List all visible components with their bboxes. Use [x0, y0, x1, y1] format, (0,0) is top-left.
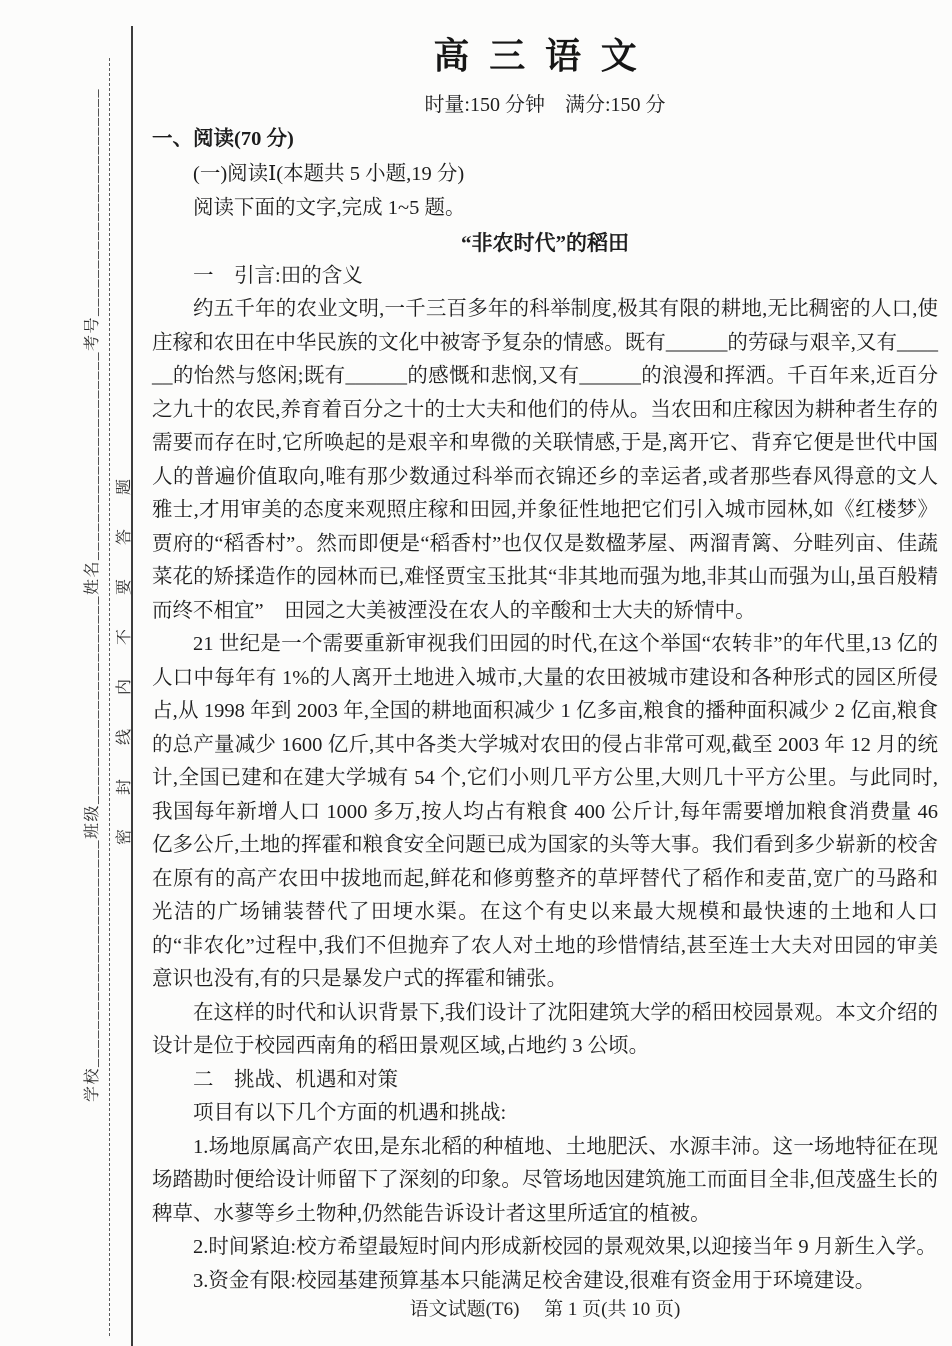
part-heading: (一)阅读Ⅰ(本题共 5 小题,19 分)	[193, 162, 465, 185]
paper-title: 高三语文	[433, 36, 657, 76]
article-list-item-1: 1.场地原属高产农田,是东北稻的种植地、土地肥沃、水源丰沛。这一场地特征在现场踏勘时便给设计师留下了深刻的印象。尽管场地因建筑施工而面目全非,但茂盛生长的稗草、水蓼等乡土物种,仍然能告诉设计者这里所适宜的植被。	[152, 1135, 938, 1225]
article-paragraph-2: 21 世纪是一个需要重新审视我们田园的时代,在这个举国“农转非”的年代里,13 亿的人口中每年有 1%的人离开土地进入城市,大量的农田被城市建设和各种形式的园区所侵占,从 1998 年到 2003 年,全国的耕地面积减少 1 亿多亩,粮食的播种面积减少 2 亿亩,粮食的总产量减少 1600 亿斤,其中各类大学城对农田的侵占非常可观,截至 2003 年 12 月的统计,全国已建和在建大学城有 54 个,它们小则几平方公里,大则几十平方公里。与此同时,我国每年新增人口 1000 多万,按人均占有粮食 400 公斤计,每年需要增加粮食消费量 46 亿多公斤,土地的挥霍和粮食安全问题已成为国家的头等大事。我们看到多少崭新的校舍在原有的高产农田中拔地而起,鲜花和修剪整齐的草坪替代了稻作和麦苗,宽广的马路和光洁的广场铺装替代了田埂水渠。在这个有史以来最大规模和最快速的土地和人口的“非农化”过程中,我们不但抛弃了农人对土地的珍惜情结,甚至连士大夫对田园的审美意识也没有,有的只是暴发户式的挥霍和铺张。	[152, 633, 938, 990]
article-paragraph-3: 在这样的时代和认识背景下,我们设计了沈阳建筑大学的稻田校园景观。本文介绍的设计是位于校园西南角的稻田景观区域,占地约 3 公顷。	[152, 1001, 938, 1057]
reading-instruction: 阅读下面的文字,完成 1~5 题。	[193, 197, 466, 219]
footer-paper-label: 语文试题(T6)	[409, 1299, 520, 1320]
paper-meta: 时量:150 分钟 满分:150 分	[424, 94, 666, 116]
seal-line-text: 密封线内不要答题	[116, 445, 133, 846]
article-heading-1: 一 引言:田的含义	[193, 264, 363, 287]
exam-content	[152, 0, 938, 1298]
page-footer	[152, 1294, 938, 1321]
article-heading-2: 二 挑战、机遇和对策	[193, 1068, 398, 1091]
section-heading-reading: 一、阅读(70 分)	[152, 128, 294, 150]
article-title: “非农时代”的稻田	[461, 230, 629, 255]
binding-solid-line	[131, 26, 133, 1346]
article-list-item-3: 3.资金有限:校园基建预算基本只能满足校舍建设,很难有资金用于环境建设。	[193, 1269, 876, 1292]
footer-page-number: 第 1 页(共 10 页)	[544, 1299, 681, 1320]
article-paragraph-1: 约五千年的农业文明,一千三百多年的科举制度,极其有限的耕地,无比稠密的人口,使庄稼和农田在中华民族的文化中被寄予复杂的情感。既有______的劳碌与艰辛,又有______的怡然与悠闲;既有______的感慨和悲悯,又有______的浪漫和挥洒。千百年来,近百分之九十的农民,养育着百分之十的士大夫和他们的侍从。当农田和庄稼因为耕种者生存的需要而存在时,它所唤起的是艰辛和卑微的关联情感,于是,离开它、背弃它便是世代中国人的普遍价值取向,唯有那少数通过科举而衣锦还乡的幸运者,或者那些春风得意的文人雅士,才用审美的态度来观照庄稼和田园,并象征性地把它们引入城市园林,如《红楼梦》贾府的“稻香村”。然而即便是“稻香村”也仅仅是数楹茅屋、两溜青篱、分畦列亩、佳蔬菜花的矫揉造作的园林而已,难怪贾宝玉批其“非其地而强为地,非其山而强为山,虽百般精而终不相宜” 田园之大美被湮没在农人的辛酸和士大夫的矫情中。	[152, 298, 938, 622]
seal-dashed-line	[109, 58, 110, 1336]
article-list-item-2: 2.时间紧迫:校方希望最短时间内形成新校园的景观效果,以迎接当年 9 月新生入学。	[193, 1236, 937, 1258]
article-paragraph-4: 项目有以下几个方面的机遇和挑战:	[193, 1102, 507, 1124]
student-info-fields: 学校________________________班级______________________姓名______________________考号________________________	[84, 87, 101, 1102]
